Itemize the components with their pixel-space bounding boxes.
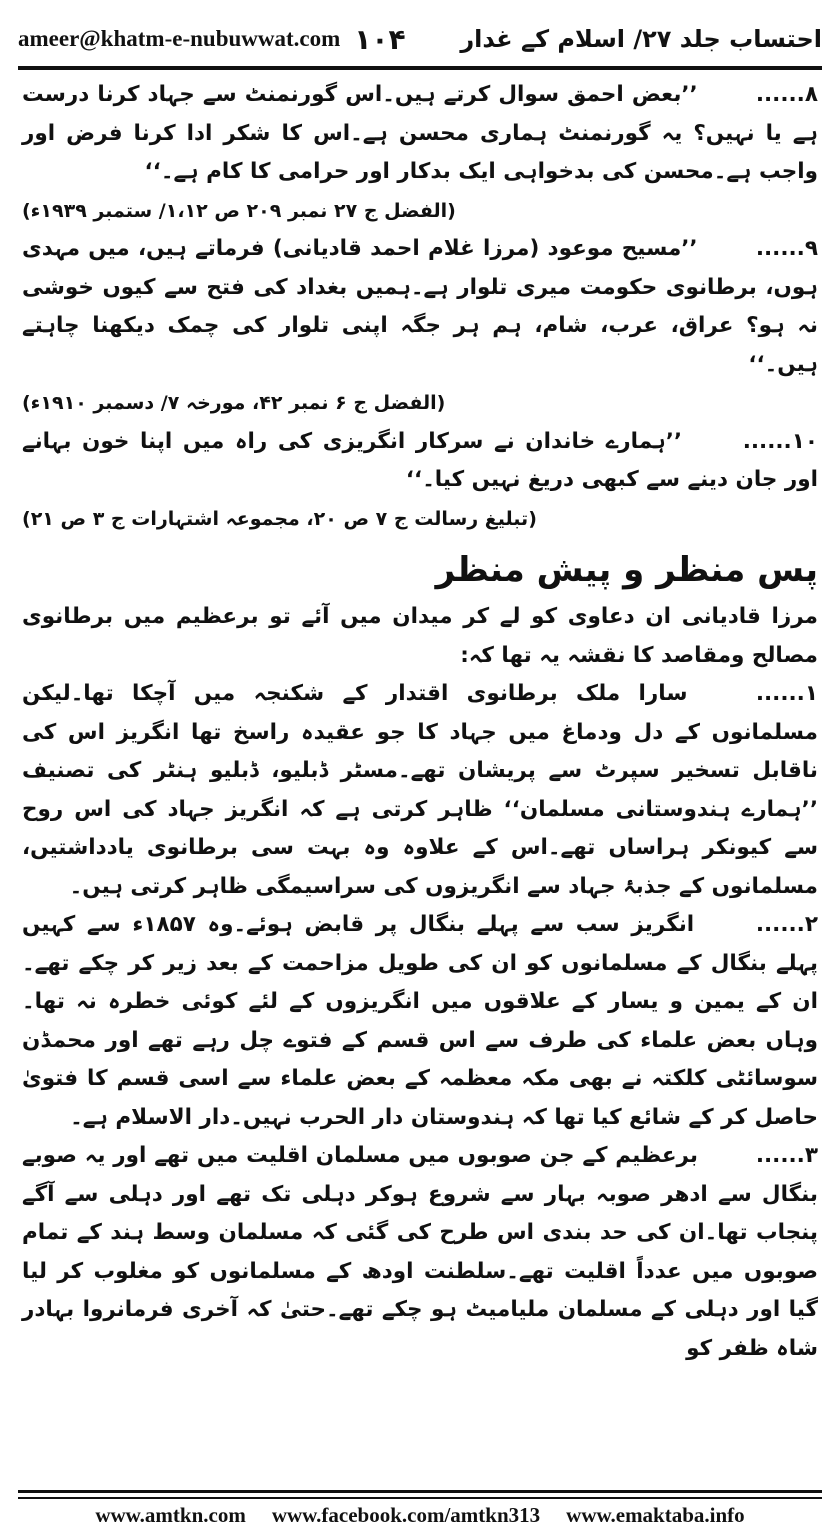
quote-text: ’’ہمارے خاندان نے سرکار انگریزی کی راہ میں اپنا خون بہانے اور جان دینے سے کبھی دریغ نہیں کیا۔‘‘ <box>22 428 818 492</box>
citation-line <box>22 500 818 539</box>
citation-line <box>22 192 818 231</box>
point-text: سارا ملک برطانوی اقتدار کے شکنجہ میں آچکا تھا۔لیکن مسلمانوں کے دل ودماغ میں جہاد کا جو عقیدہ راسخ تھا انگریز اس کی ناقابل تسخیر سپرٹ سے پریشان تھے۔مسٹر ڈبلیو، ڈبلیو ہنٹر کی تصنیف ’’ہمارے ہندوستانی مسلمان‘‘ ظاہر کرتی ہے کہ انگریز جہاد کی اس روح سے کیونکر ہراساں تھے۔اس کے علاوہ وہ بہت سی برطانوی یادداشتیں، مسلمانوں کے جذبۂ جہاد سے انگریزوں کی سراسیمگی ظاہر کرتی ہیں۔ <box>22 681 818 899</box>
footer-link-facebook[interactable]: www.facebook.com/amtkn313 <box>271 1503 541 1527</box>
point-number: ۳...... <box>755 1143 818 1168</box>
footer-link-emaktaba[interactable]: www.emaktaba.info <box>566 1503 745 1527</box>
footer-link-amtkn[interactable]: www.amtkn.com <box>95 1503 246 1527</box>
point-1 <box>22 675 818 906</box>
page-number: ۱۰۴ <box>354 22 406 56</box>
header-left <box>18 23 406 56</box>
item-number: ۹...... <box>755 236 818 261</box>
citation-line <box>22 384 818 423</box>
page-footer <box>18 1503 822 1533</box>
section-heading: پس منظر و پیش منظر <box>435 550 818 590</box>
point-3 <box>22 1137 818 1368</box>
citation: (الفضل ج ۶ نمبر ۴۲، مورخہ ۷/ دسمبر ۱۹۱۰ء) <box>22 392 446 414</box>
quote-item-9 <box>22 230 818 384</box>
header-divider <box>18 66 822 70</box>
point-number: ۱...... <box>755 681 818 706</box>
point-text: انگریز سب سے پہلے بنگال پر قابض ہوئے۔وہ ۱۸۵۷ء سے کہیں پہلے بنگال کے مسلمانوں کو ان کی طویل مزاحمت کے بعد زیر کر چکے تھے۔ان کے یمین و یسار کے علاقوں میں انگریزوں کے لئے کوئی خطرہ نہ تھا۔وہاں بعض علماء کی طرف سے اس قسم کے فتوے چل رہے تھے اور محمڈن سوسائٹی کلکتہ نے بھی مکہ معظمہ کے بعض علماء سے اسی قسم کا فتویٰ حاصل کر کے شائع کیا تھا کہ ہندوستان دار الحرب نہیں۔دار الاسلام ہے۔ <box>22 912 818 1130</box>
item-number: ۱۰...... <box>742 428 818 454</box>
quote-text: ’’مسیح موعود (مرزا غلام احمد قادیانی) فرماتے ہیں، میں مہدی ہوں، برطانوی حکومت میری تلوار ہے۔ہمیں بغداد کی فتح سے کیوں خوشی نہ ہو؟ عراق، عرب، شام، ہم ہر جگہ اپنی تلوار کی چمک دیکھنا چاہتے ہیں۔‘‘ <box>22 236 818 377</box>
page-header <box>18 16 822 62</box>
point-text: برعظیم کے جن صوبوں میں مسلمان اقلیت میں تھے اور یہ صوبے بنگال سے ادھر صوبہ بہار سے شروع ہوکر دہلی تک تھے اور دہلی سے آگے پنجاب تھا۔ان کی حد بندی اس طرح کی گئی کہ مسلمان وسط ہند کے تمام صوبوں میں عدداً اقلیت تھے۔سلطنت اودھ کے مسلمانوں کو مغلوب کر لیا گیا اور دہلی کے مسلمان ملیامیٹ ہو چکے تھے۔حتیٰ کہ آخری فرمانروا بہادر شاہ ظفر کو <box>22 1143 818 1361</box>
footer-divider-thin <box>18 1497 822 1499</box>
book-title: احتساب جلد ۲۷/ اسلام کے غدار <box>460 25 822 53</box>
point-2 <box>22 906 818 1137</box>
footer-divider <box>18 1490 822 1493</box>
item-number: ۸...... <box>755 82 818 107</box>
quote-item-8 <box>22 76 818 192</box>
section-intro: مرزا قادیانی ان دعاوی کو لے کر میدان میں آئے تو برعظیم میں برطانوی مصالح ومقاصد کا نقشہ یہ تھا کہ: <box>22 604 818 668</box>
email-address[interactable]: ameer@khatm-e-nubuwwat.com <box>18 26 341 51</box>
quote-text: ’’بعض احمق سوال کرتے ہیں۔اس گورنمنٹ سے جہاد کرنا درست ہے یا نہیں؟ یہ گورنمنٹ ہماری محسن ہے۔اس کا شکر ادا کرنا فرض اور واجب ہے۔محسن کی بدخواہی ایک بدکار اور حرامی کا کام ہے۔‘‘ <box>22 82 818 184</box>
page-body <box>22 76 818 1480</box>
point-number: ۲...... <box>755 912 818 937</box>
citation: (الفضل ج ۲۷ نمبر ۲۰۹ ص ۱،۱۲/ ستمبر ۱۹۳۹ء) <box>22 199 456 222</box>
quote-item-10 <box>22 423 818 500</box>
citation: (تبلیغ رسالت ج ۷ ص ۲۰، مجموعہ اشتہارات ج ۳ ص ۲۱) <box>22 507 537 530</box>
